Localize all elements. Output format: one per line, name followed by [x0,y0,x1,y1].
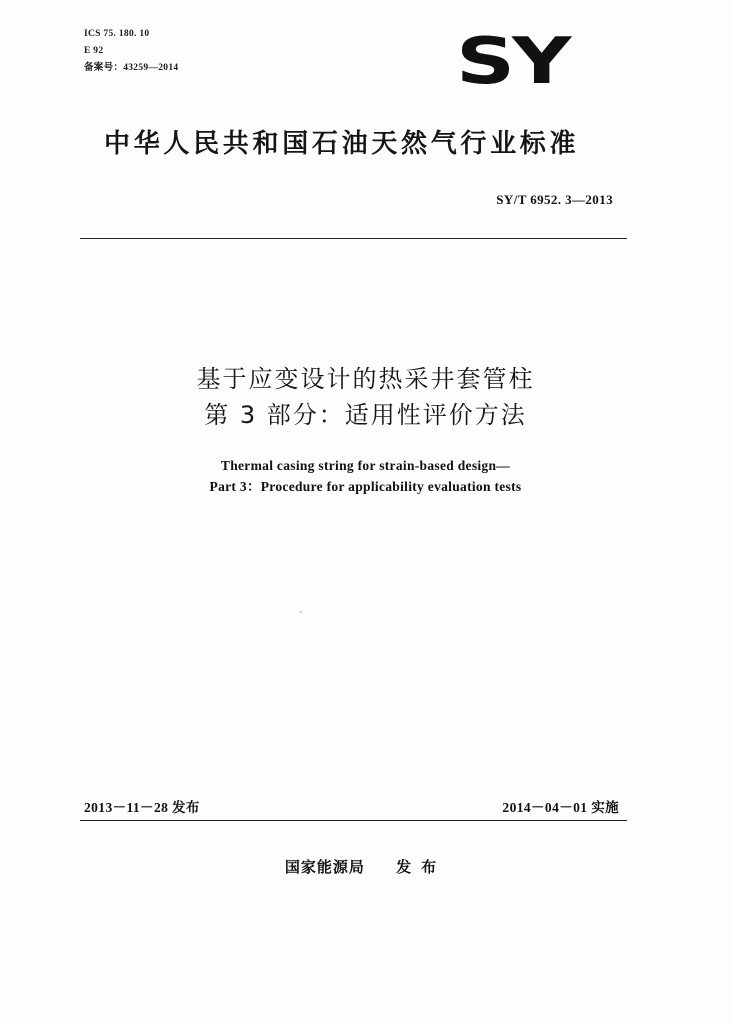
chinese-title-line-1: 基于应变设计的热采井套管柱 [196,365,535,393]
top-divider [80,238,627,239]
issuer-line [0,856,731,877]
record-number: 备案号：43259—2014 [84,63,179,73]
english-title-line-2: Part 3：Procedure for applicability evaluation tests [209,479,522,494]
industry-standard-title: 中华人民共和国石油天然气行业标准 [104,129,580,159]
english-title-line-1: Thermal casing string for strain-based design— [220,458,511,473]
issue-date: 2013－11－28 发布 [84,800,200,815]
bottom-divider [80,820,627,821]
implementation-date: 2014－04－01 实施 [502,800,619,815]
ics-code: ICS 75. 180. 10 [84,29,150,39]
standard-number: SY/T 6952. 3—2013 [496,192,613,207]
sy-logo: SY [456,24,569,99]
issuing-organization: 国家能源局 [284,858,365,876]
scan-speck [300,611,302,613]
classification-block [84,26,178,77]
class-code: E 92 [84,46,104,56]
issue-action: 发布 [396,858,447,876]
chinese-title-line-2: 第 3 部分：适用性评价方法 [204,401,527,429]
